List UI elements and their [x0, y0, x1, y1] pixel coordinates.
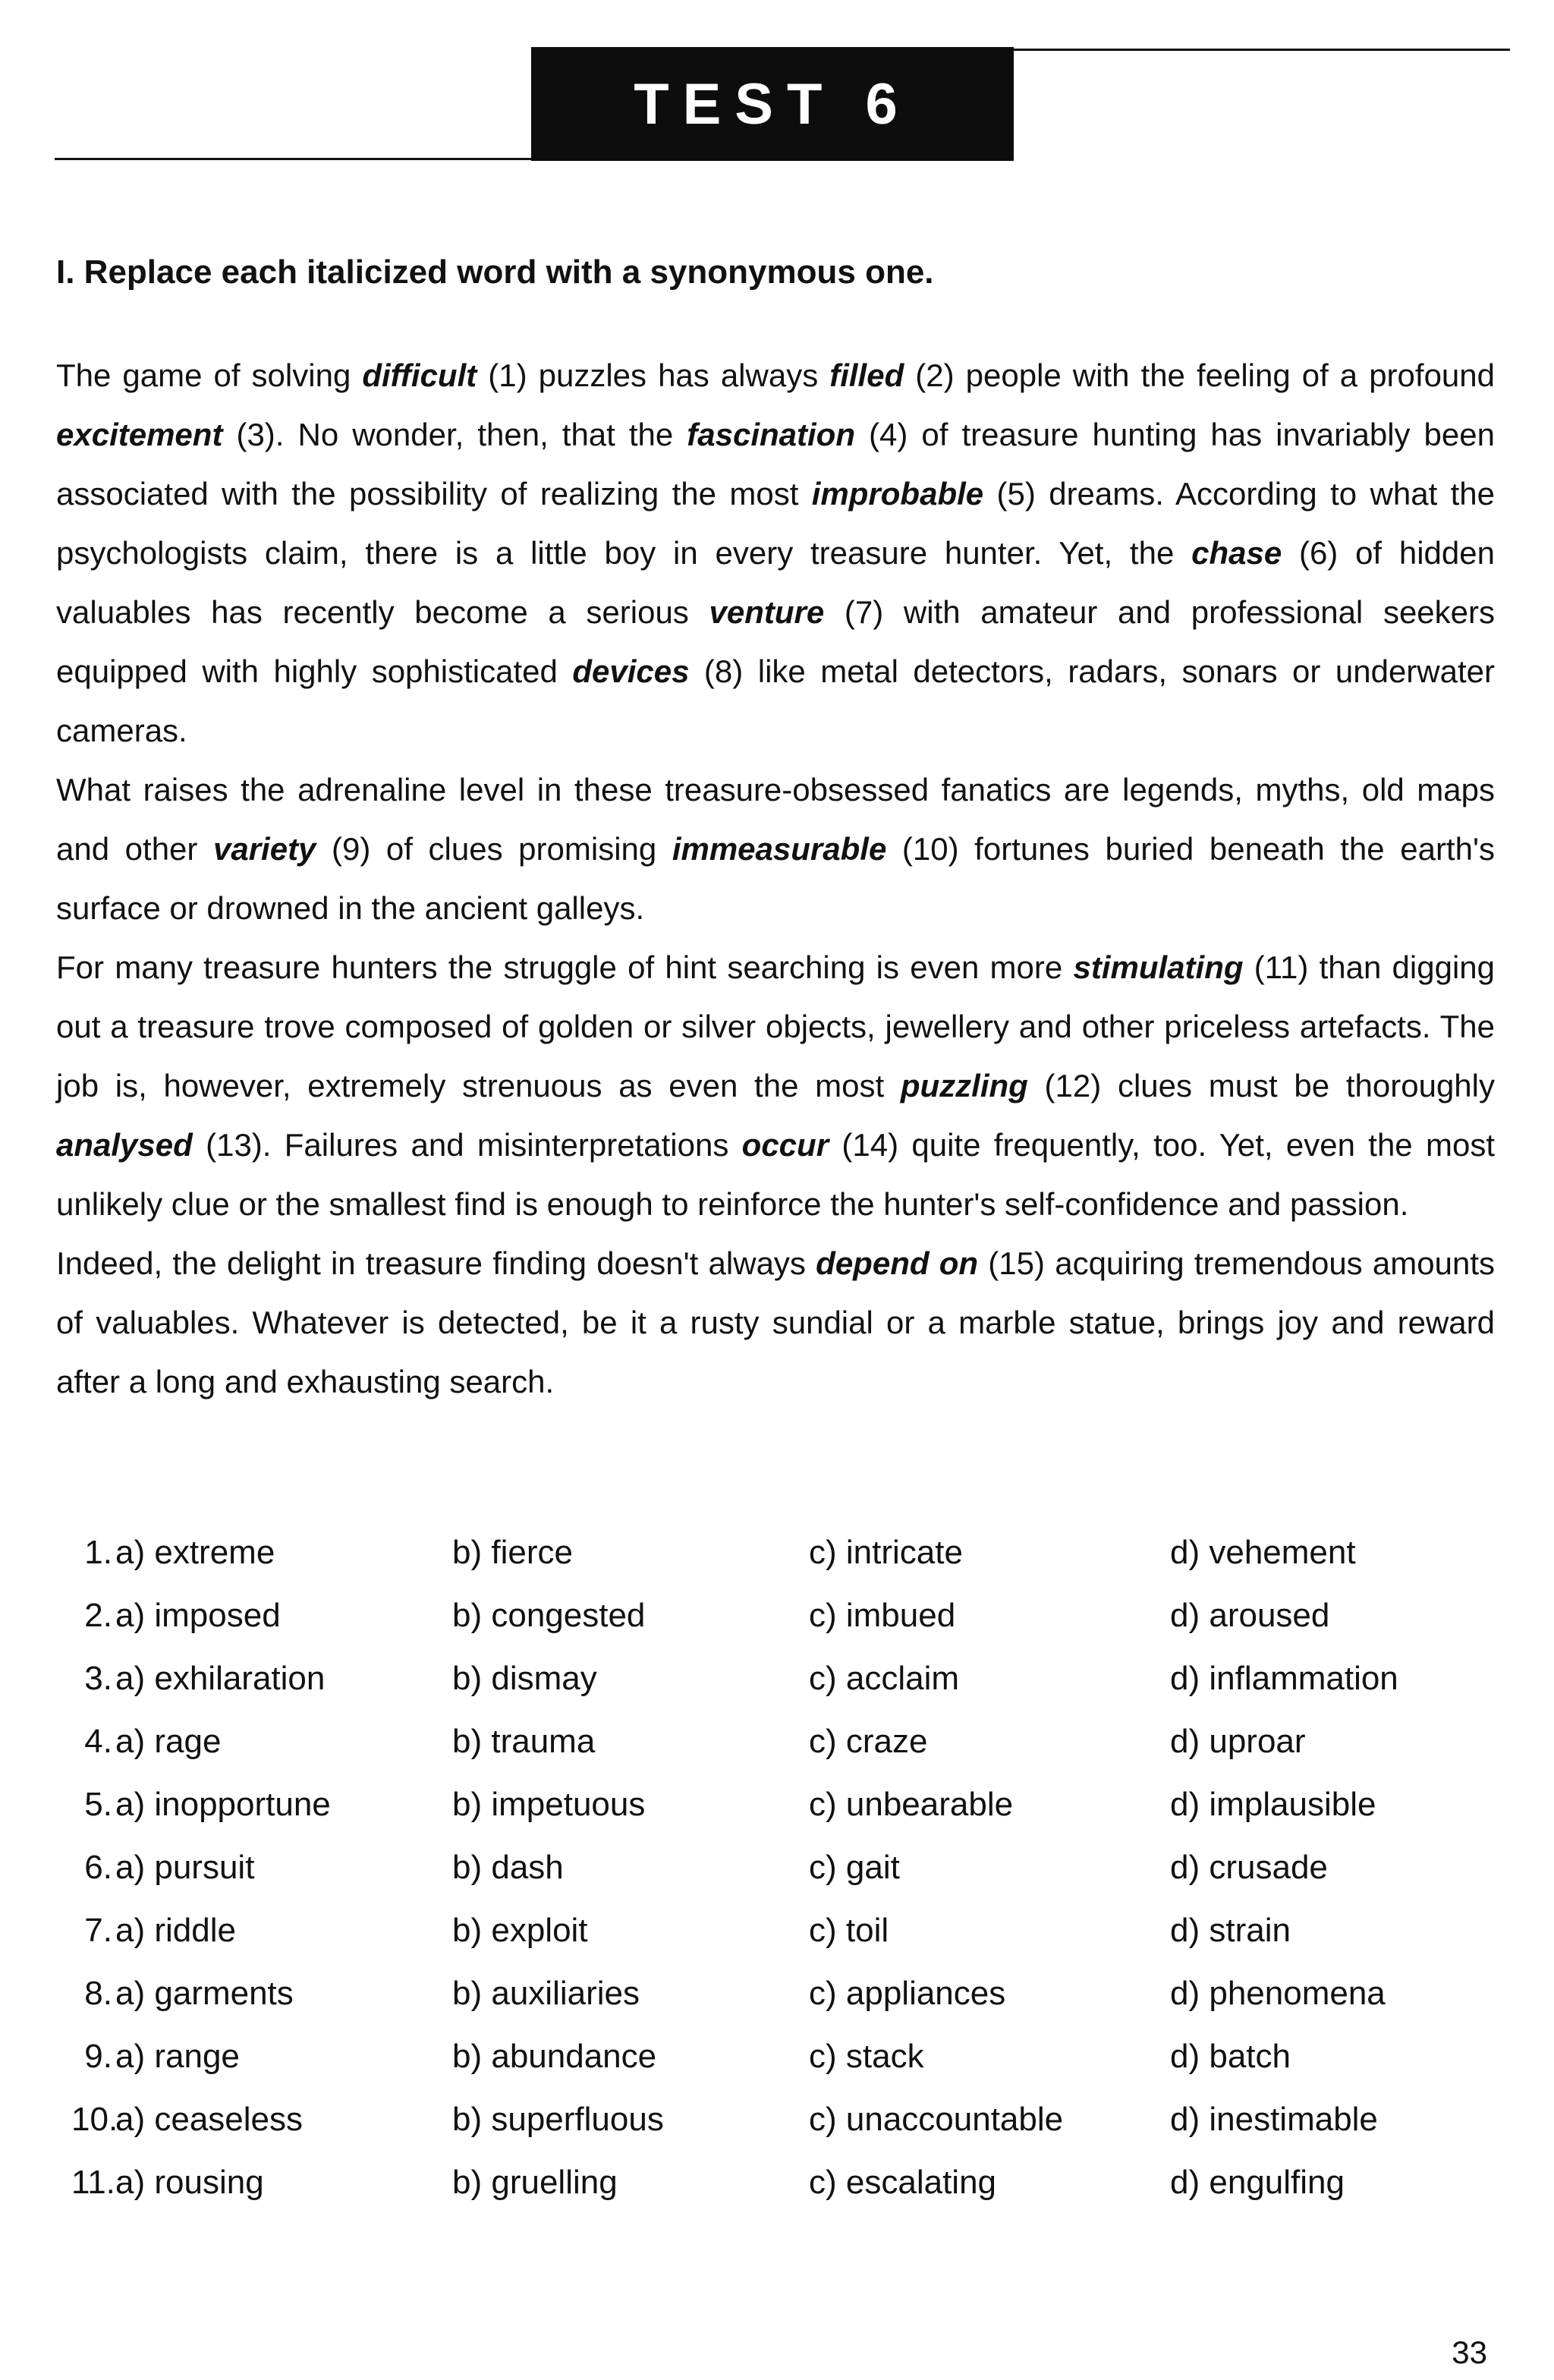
- passage-text: (9) of clues promising: [316, 831, 672, 867]
- italicized-target-word: filled: [829, 357, 904, 393]
- option-c: c) acclaim: [809, 1659, 960, 1697]
- option-a: a) imposed: [115, 1596, 281, 1634]
- passage-text: (10) fortunes buried beneath the earth's surface or drowned in the ancient galleys.: [56, 831, 1495, 926]
- test-title-box: [531, 47, 1014, 161]
- passage-text: (12) clues must be thoroughly: [1027, 1068, 1495, 1103]
- option-d: d) vehement: [1170, 1533, 1356, 1571]
- passage-text: (4) of treasure hunting has invariably been associated with the possibility of realizing the most: [56, 417, 1495, 512]
- option-number: 2.: [84, 1596, 112, 1634]
- option-row: [71, 1899, 1498, 1962]
- option-number: 9.: [84, 2037, 112, 2075]
- option-row: [71, 1584, 1498, 1647]
- passage-text: Indeed, the delight in treasure finding doesn't always: [56, 1245, 816, 1281]
- italicized-target-word: improbable: [811, 476, 984, 512]
- passage-text: (11) than digging out a treasure trove composed of golden or silver objects, jewellery and other priceless artefacts. The job is, however, extremely strenuous as even the most: [56, 949, 1496, 1103]
- exercise-instruction: I. Replace each italicized word with a synonymous one.: [56, 253, 934, 291]
- passage-text: (2) people with the feeling of a profound: [904, 357, 1495, 393]
- option-d: d) batch: [1170, 2037, 1291, 2075]
- option-number: 4.: [84, 1722, 112, 1760]
- italicized-target-word: depend on: [816, 1245, 979, 1281]
- italicized-target-word: difficult: [362, 357, 477, 393]
- option-c: c) unbearable: [809, 1785, 1014, 1823]
- passage-text: For many treasure hunters the struggle of hint searching is even more: [56, 949, 1074, 985]
- option-c: c) imbued: [809, 1596, 956, 1634]
- reading-passage: [56, 346, 1495, 1412]
- italicized-target-word: chase: [1191, 535, 1282, 571]
- passage-text: (3). No wonder, then, that the: [222, 417, 687, 452]
- option-row: [71, 1962, 1498, 2025]
- passage-text: (8) like metal detectors, radars, sonars or underwater cameras.: [56, 653, 1495, 748]
- passage-text: (1) puzzles has always: [477, 357, 830, 393]
- option-c: c) escalating: [809, 2163, 997, 2201]
- passage-paragraph: [56, 1234, 1495, 1412]
- option-a: a) inopportune: [115, 1785, 331, 1823]
- option-b: b) impetuous: [452, 1785, 646, 1823]
- option-row: [71, 2025, 1498, 2088]
- option-b: b) fierce: [452, 1533, 573, 1571]
- option-d: d) implausible: [1170, 1785, 1376, 1823]
- option-b: b) exploit: [452, 1911, 588, 1949]
- italicized-target-word: fascination: [687, 417, 855, 452]
- italicized-target-word: venture: [709, 594, 825, 630]
- option-d: d) inestimable: [1170, 2100, 1378, 2138]
- passage-text: (6) of hidden valuables has recently become a serious: [56, 535, 1495, 630]
- passage-paragraph: [56, 346, 1495, 760]
- option-c: c) craze: [809, 1722, 928, 1760]
- italicized-target-word: puzzling: [900, 1068, 1028, 1103]
- option-row: [71, 1521, 1498, 1584]
- italicized-target-word: excitement: [56, 417, 223, 452]
- option-d: d) inflammation: [1170, 1659, 1398, 1697]
- passage-text: (14) quite frequently, too. Yet, even the most unlikely clue or the smallest find is enough to reinforce the hunter's self-confidence and passion.: [56, 1127, 1495, 1222]
- option-row: [71, 1647, 1498, 1710]
- option-row: [71, 1836, 1498, 1899]
- option-a: a) exhilaration: [115, 1659, 326, 1697]
- option-d: d) uproar: [1170, 1722, 1306, 1760]
- option-a: a) extreme: [115, 1533, 275, 1571]
- header-rule-left: [55, 158, 533, 160]
- option-b: b) abundance: [452, 2037, 657, 2075]
- option-a: a) ceaseless: [115, 2100, 304, 2138]
- passage-text: The game of solving: [56, 357, 363, 393]
- passage-text: (7) with amateur and professional seekers equipped with highly sophisticated: [56, 594, 1496, 689]
- option-c: c) unaccountable: [809, 2100, 1064, 2138]
- option-c: c) stack: [809, 2037, 924, 2075]
- option-a: a) range: [115, 2037, 240, 2075]
- option-a: a) riddle: [115, 1911, 236, 1949]
- option-b: b) dash: [452, 1848, 564, 1886]
- option-d: d) strain: [1170, 1911, 1291, 1949]
- header-rule-right: [1009, 49, 1510, 51]
- passage-text: (5) dreams. According to what the psychologists claim, there is a little boy in every treasure hunter. Yet, the: [56, 476, 1495, 571]
- option-number: 10.: [71, 2100, 118, 2138]
- option-b: b) congested: [452, 1596, 646, 1634]
- option-row: [71, 1710, 1498, 1773]
- italicized-target-word: analysed: [56, 1127, 193, 1163]
- italicized-target-word: devices: [572, 653, 690, 689]
- italicized-target-word: immeasurable: [672, 831, 887, 867]
- option-b: b) dismay: [452, 1659, 597, 1697]
- option-b: b) trauma: [452, 1722, 596, 1760]
- test-title: TEST 6: [634, 71, 911, 137]
- option-b: b) superfluous: [452, 2100, 664, 2138]
- option-d: d) engulfing: [1170, 2163, 1345, 2201]
- option-a: a) rousing: [115, 2163, 264, 2201]
- passage-paragraph: [56, 760, 1495, 938]
- passage-paragraph: [56, 938, 1495, 1234]
- italicized-target-word: stimulating: [1073, 949, 1244, 985]
- option-number: 8.: [84, 1974, 112, 2012]
- passage-text: (15) acquiring tremendous amounts of valuables. Whatever is detected, be it a rusty sundial or a marble statue, brings joy and reward after a long and exhausting search.: [56, 1245, 1495, 1399]
- option-c: c) intricate: [809, 1533, 963, 1571]
- option-a: a) pursuit: [115, 1848, 255, 1886]
- option-number: 3.: [84, 1659, 112, 1697]
- answer-options: [71, 1521, 1498, 2214]
- option-c: c) gait: [809, 1848, 900, 1886]
- italicized-target-word: variety: [212, 831, 316, 867]
- option-number: 6.: [84, 1848, 112, 1886]
- option-row: [71, 2151, 1498, 2214]
- option-b: b) gruelling: [452, 2163, 618, 2201]
- option-d: d) crusade: [1170, 1848, 1328, 1886]
- page-number: 33: [1452, 2334, 1487, 2370]
- passage-text: (13). Failures and misinterpretations: [192, 1127, 742, 1163]
- option-number: 7.: [84, 1911, 112, 1949]
- option-b: b) auxiliaries: [452, 1974, 640, 2012]
- italicized-target-word: occur: [741, 1127, 829, 1163]
- passage-text: What raises the adrenaline level in these treasure-obsessed fanatics are legends, myths, old maps and other: [56, 772, 1495, 867]
- option-number: 5.: [84, 1785, 112, 1823]
- option-a: a) garments: [115, 1974, 294, 2012]
- option-row: [71, 2088, 1498, 2151]
- option-number: 1.: [84, 1533, 112, 1571]
- option-row: [71, 1773, 1498, 1836]
- option-a: a) rage: [115, 1722, 222, 1760]
- option-d: d) aroused: [1170, 1596, 1330, 1634]
- option-c: c) appliances: [809, 1974, 1006, 2012]
- option-d: d) phenomena: [1170, 1974, 1386, 2012]
- option-number: 11.: [71, 2163, 115, 2201]
- option-c: c) toil: [809, 1911, 889, 1949]
